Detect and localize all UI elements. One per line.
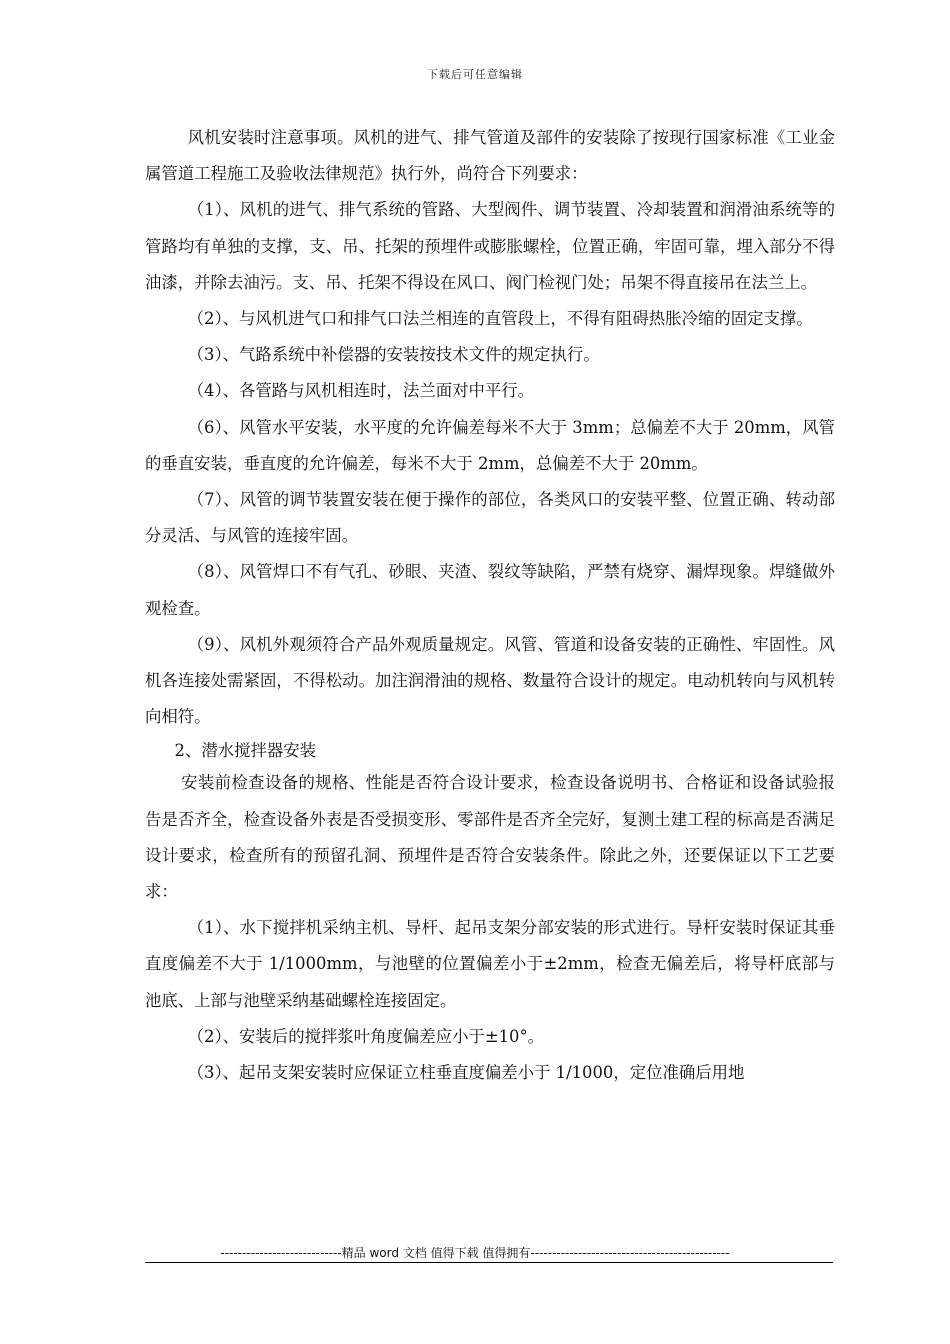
paragraph-item-2: （2）、与风机进气口和排气口法兰相连的直管段上，不得有阻碍热胀冷缩的固定支撑。 bbox=[187, 309, 813, 329]
paragraph-item-6: （6）、风管水平安装，水平度的允许偏差每米不大于 3mm；总偏差不大于 20mm，风管的垂直安装，垂直度的允许偏差，每米不大于 2mm，总偏差不大于 20mm。 bbox=[145, 417, 835, 473]
footer-divider bbox=[145, 1262, 833, 1263]
paragraph-section-item-1: （1）、水下搅拌机采纳主机、导杆、起吊支架分部安装的形式进行。导杆安装时保证其垂直度偏差不大于 1/1000mm，与池壁的位置偏差小于±2mm，检查无偏差后，将导杆底部与池底、上部与池壁采纳基础螺栓连接固定。 bbox=[145, 918, 835, 1010]
paragraph-item-8: （8）、风管焊口不有气孔、砂眼、夹渣、裂纹等缺陷，严禁有烧穿、漏焊现象。焊缝做外观检查。 bbox=[145, 562, 835, 618]
paragraph-intro: 风机安装时注意事项。风机的进气、排气管道及部件的安装除了按现行国家标准《工业金属管道工程施工及验收法律规范》执行外，尚符合下列要求： bbox=[145, 128, 835, 184]
paragraph-item-7: （7）、风管的调节装置安装在便于操作的部位，各类风口的安装平整、位置正确、转动部分灵活、与风管的连接牢固。 bbox=[145, 490, 835, 546]
page-header: 下载后可任意编辑 bbox=[427, 68, 523, 81]
paragraph-item-1: （1）、风机的进气、排气系统的管路、大型阀件、调节装置、冷却装置和润滑油系统等的管路均有单独的支撑，支、吊、托架的预埋件或膨胀螺栓，位置正确，牢固可靠，埋入部分不得油漆，并除去油污。支、吊、托架不得设在风口、阀门检视门处；吊架不得直接吊在法兰上。 bbox=[145, 200, 835, 292]
document-body bbox=[145, 120, 835, 1091]
paragraph-item-9: （9）、风机外观须符合产品外观质量规定。风管、管道和设备安装的正确性、牢固性。风机各连接处需紧固，不得松动。加注润滑油的规格、数量符合设计的规定。电动机转向与风机转向相符。 bbox=[145, 634, 835, 727]
paragraph-section-item-3: （3）、起吊支架安装时应保证立柱垂直度偏差小于 1/1000，定位准确后用地 bbox=[187, 1063, 745, 1083]
paragraph-item-4: （4）、各管路与风机相连时，法兰面对中平行。 bbox=[187, 381, 535, 401]
section-heading: 2、潜水搅拌器安装 bbox=[174, 741, 317, 761]
paragraph-section-intro: 安装前检查设备的规格、性能是否符合设计要求，检查设备说明书、合格证和设备试验报告是否齐全，检查设备外表是否受损变形、零部件是否齐全完好，复测土建工程的标高是否满足设计要求，检查所有的预留孔洞、预埋件是否符合安装条件。除此之外，还要保证以下工艺要求： bbox=[145, 773, 835, 902]
paragraph-item-3: （3）、气路系统中补偿器的安装按技术文件的规定执行。 bbox=[187, 345, 600, 365]
paragraph-section-item-2: （2）、安装后的搅拌浆叶角度偏差应小于±10°。 bbox=[187, 1026, 545, 1046]
page-footer: ----------------------------精品 word 文档 值得下载 值得拥有---------------------------------------------- bbox=[220, 1246, 730, 1260]
